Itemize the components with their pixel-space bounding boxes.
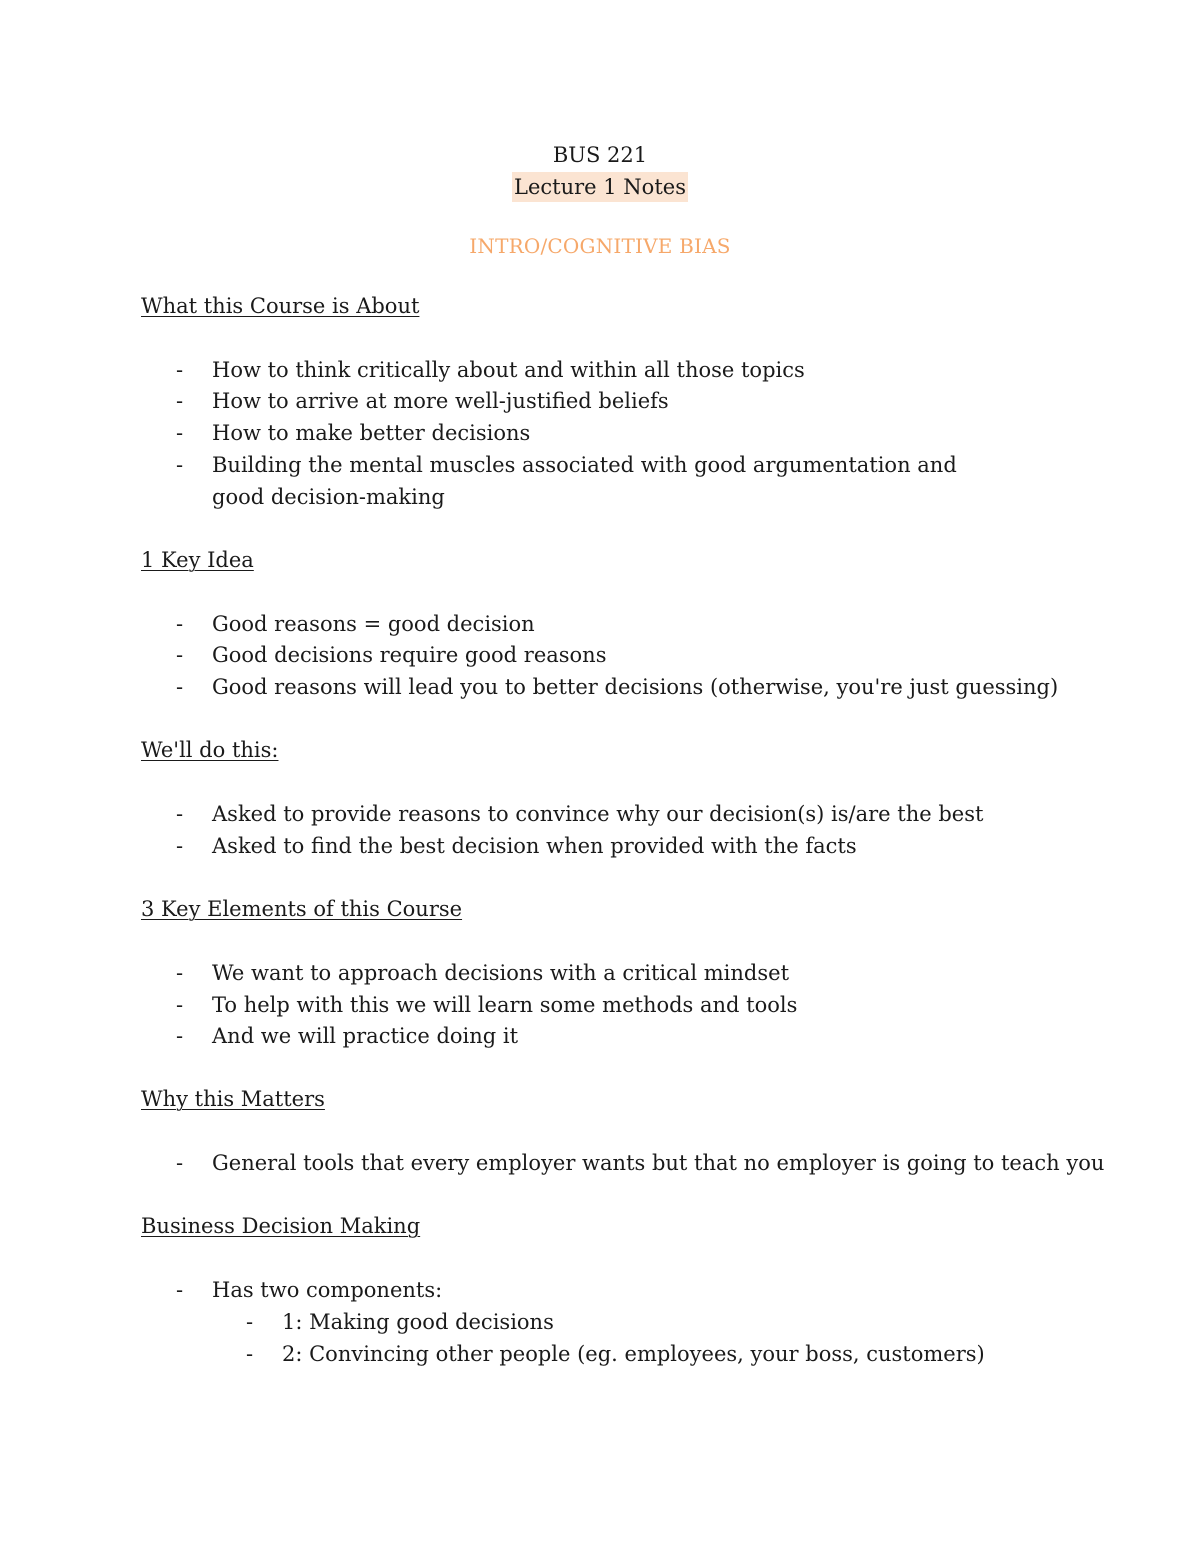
lecture-title-line bbox=[0, 172, 1200, 202]
bullet-dash: - bbox=[176, 453, 184, 477]
list-item: - Asked to find the best decision when provided with the facts bbox=[176, 830, 1076, 862]
section-heading-key-elements: 3 Key Elements of this Course bbox=[141, 897, 463, 921]
bullet-dash: - bbox=[176, 612, 184, 636]
list-item: - To help with this we will learn some methods and tools bbox=[176, 989, 1076, 1021]
bullet-dash: - bbox=[176, 961, 184, 985]
list-item: - General tools that every employer wants but that no employer is going to teach you bbox=[176, 1147, 1126, 1179]
bullet-dash: - bbox=[176, 389, 184, 413]
bullet-dash: - bbox=[176, 993, 184, 1017]
bullet-dash: - bbox=[176, 675, 184, 699]
bullet-dash: - bbox=[176, 1024, 184, 1048]
list-item: - Asked to provide reasons to convince why our decision(s) is/are the best bbox=[176, 798, 1076, 830]
bullet-dash: - bbox=[176, 1278, 184, 1302]
list-item: - Good reasons = good decision bbox=[176, 608, 1076, 640]
list-item: - We want to approach decisions with a critical mindset bbox=[176, 957, 1076, 989]
section-heading-well-do-this: We'll do this: bbox=[141, 738, 279, 762]
bullet-dash: - bbox=[246, 1310, 254, 1334]
section-heading-course-about: What this Course is About bbox=[141, 294, 420, 318]
bullet-dash: - bbox=[176, 643, 184, 667]
list-item: - How to make better decisions bbox=[176, 417, 1076, 449]
section-heading-business-decision: Business Decision Making bbox=[141, 1214, 421, 1238]
list-item: - Good decisions require good reasons bbox=[176, 639, 1076, 671]
sub-list-item: - 1: Making good decisions bbox=[246, 1306, 1076, 1338]
list-item: - How to arrive at more well-justified beliefs bbox=[176, 385, 1076, 417]
list-item: - How to think critically about and within all those topics bbox=[176, 354, 1076, 386]
bullet-dash: - bbox=[176, 1151, 184, 1175]
section-heading-why-matters: Why this Matters bbox=[141, 1087, 325, 1111]
bullet-dash: - bbox=[246, 1342, 254, 1366]
bullet-dash: - bbox=[176, 421, 184, 445]
sub-list-item: - 2: Convincing other people (eg. employees, your boss, customers) bbox=[246, 1338, 1076, 1370]
section-heading-key-idea: 1 Key Idea bbox=[141, 548, 254, 572]
bullet-dash: - bbox=[176, 358, 184, 382]
course-code: BUS 221 bbox=[552, 143, 648, 167]
list-item: - Building the mental muscles associated with good argumentation and good decision-making bbox=[176, 449, 976, 513]
topic-title: INTRO/COGNITIVE BIAS bbox=[469, 234, 731, 258]
lecture-title: Lecture 1 Notes bbox=[512, 172, 688, 202]
list-item: - Good reasons will lead you to better decisions (otherwise, you're just guessing) bbox=[176, 671, 1076, 703]
list-item: - And we will practice doing it bbox=[176, 1020, 1076, 1052]
list-item: - Has two components: bbox=[176, 1274, 1076, 1306]
bullet-dash: - bbox=[176, 834, 184, 858]
bullet-dash: - bbox=[176, 802, 184, 826]
